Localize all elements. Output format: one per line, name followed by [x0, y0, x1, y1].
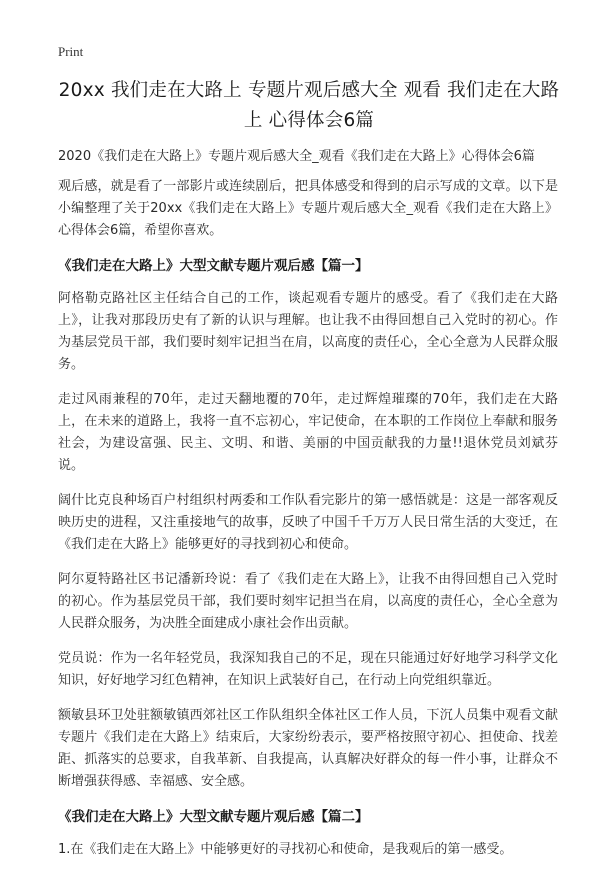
article-body — [58, 146, 558, 874]
paragraph: 党员说：作为一名年轻党员，我深知我自己的不足，现在只能通过好好地学习科学文化知识，好好地学习红色精神，在知识上武装好自己，在行动上向党组织靠近。 — [58, 651, 558, 688]
paragraph: 阿格勒克路社区主任结合自己的工作，谈起观看专题片的感受。看了《我们走在大路上》，让我对那段历史有了新的认识与理解。也让我不由得回想自己入党时的初心。作为基层党员干部，我们要时刻牢记担当在肩，以高度的责任心，全心全意为人民群众服务。 — [58, 291, 558, 372]
intro-paragraph: 观后感，就是看了一部影片或连续剧后，把具体感受和得到的启示写成的文章。以下是小编整理了关于20xx《我们走在大路上》专题片观后感大全_观看《我们走在大路上》心得体会6篇，希望你喜欢。 — [58, 179, 558, 238]
section-heading-2: 《我们走在大路上》大型文献专题片观后感【篇二】 — [58, 809, 369, 825]
paragraph: 阿尔夏特路社区书记潘新玲说：看了《我们走在大路上》，让我不由得回想自己入党时的初心。作为基层党员干部，我们要时刻牢记担当在肩，以高度的责任心，全心全意为人民群众服务，为决胜全面建成小康社会作出贡献。 — [58, 572, 558, 631]
paragraph: 阔什比克良种场百户村组织村两委和工作队看完影片的第一感悟就是：这是一部客观反映历史的进程，又注重接地气的故事，反映了中国千千万万人民日常生活的大变迁，在《我们走在大路上》能够更好的寻找到初心和使命。 — [58, 493, 558, 552]
paragraph: 额敏县环卫处驻额敏镇西郊社区工作队组织全体社区工作人员，下沉人员集中观看文献专题片《我们走在大路上》结束后，大家纷纷表示，要严格按照守初心、担使命、找差距、抓落实的总要求，自我革新、自我提高，认真解决好群众的每一件小事，让群众不断增强获得感、幸福感、安全感。 — [58, 708, 558, 789]
page-title: 20xx 我们走在大路上 专题片观后感大全 观看 我们走在大路上 心得体会6篇 — [58, 80, 560, 131]
print-link[interactable]: Print — [58, 44, 84, 59]
paragraph: 走过风雨兼程的70年，走过天翻地覆的70年，走过辉煌璀璨的70年，我们走在大路上，在未来的道路上，我将一直不忘初心，牢记使命，在本职的工作岗位上奉献和服务社会，为建设富强、民主、文明、和谐、美丽的中国贡献我的力量!!退休党员刘斌芬说。 — [58, 392, 558, 473]
intro-line: 2020《我们走在大路上》专题片观后感大全_观看《我们走在大路上》心得体会6篇 — [58, 149, 535, 164]
paragraph: 1.在《我们走在大路上》中能够更好的寻找初心和使命，是我观后的第一感受。 — [58, 842, 513, 857]
section-heading-1: 《我们走在大路上》大型文献专题片观后感【篇一】 — [58, 258, 369, 274]
